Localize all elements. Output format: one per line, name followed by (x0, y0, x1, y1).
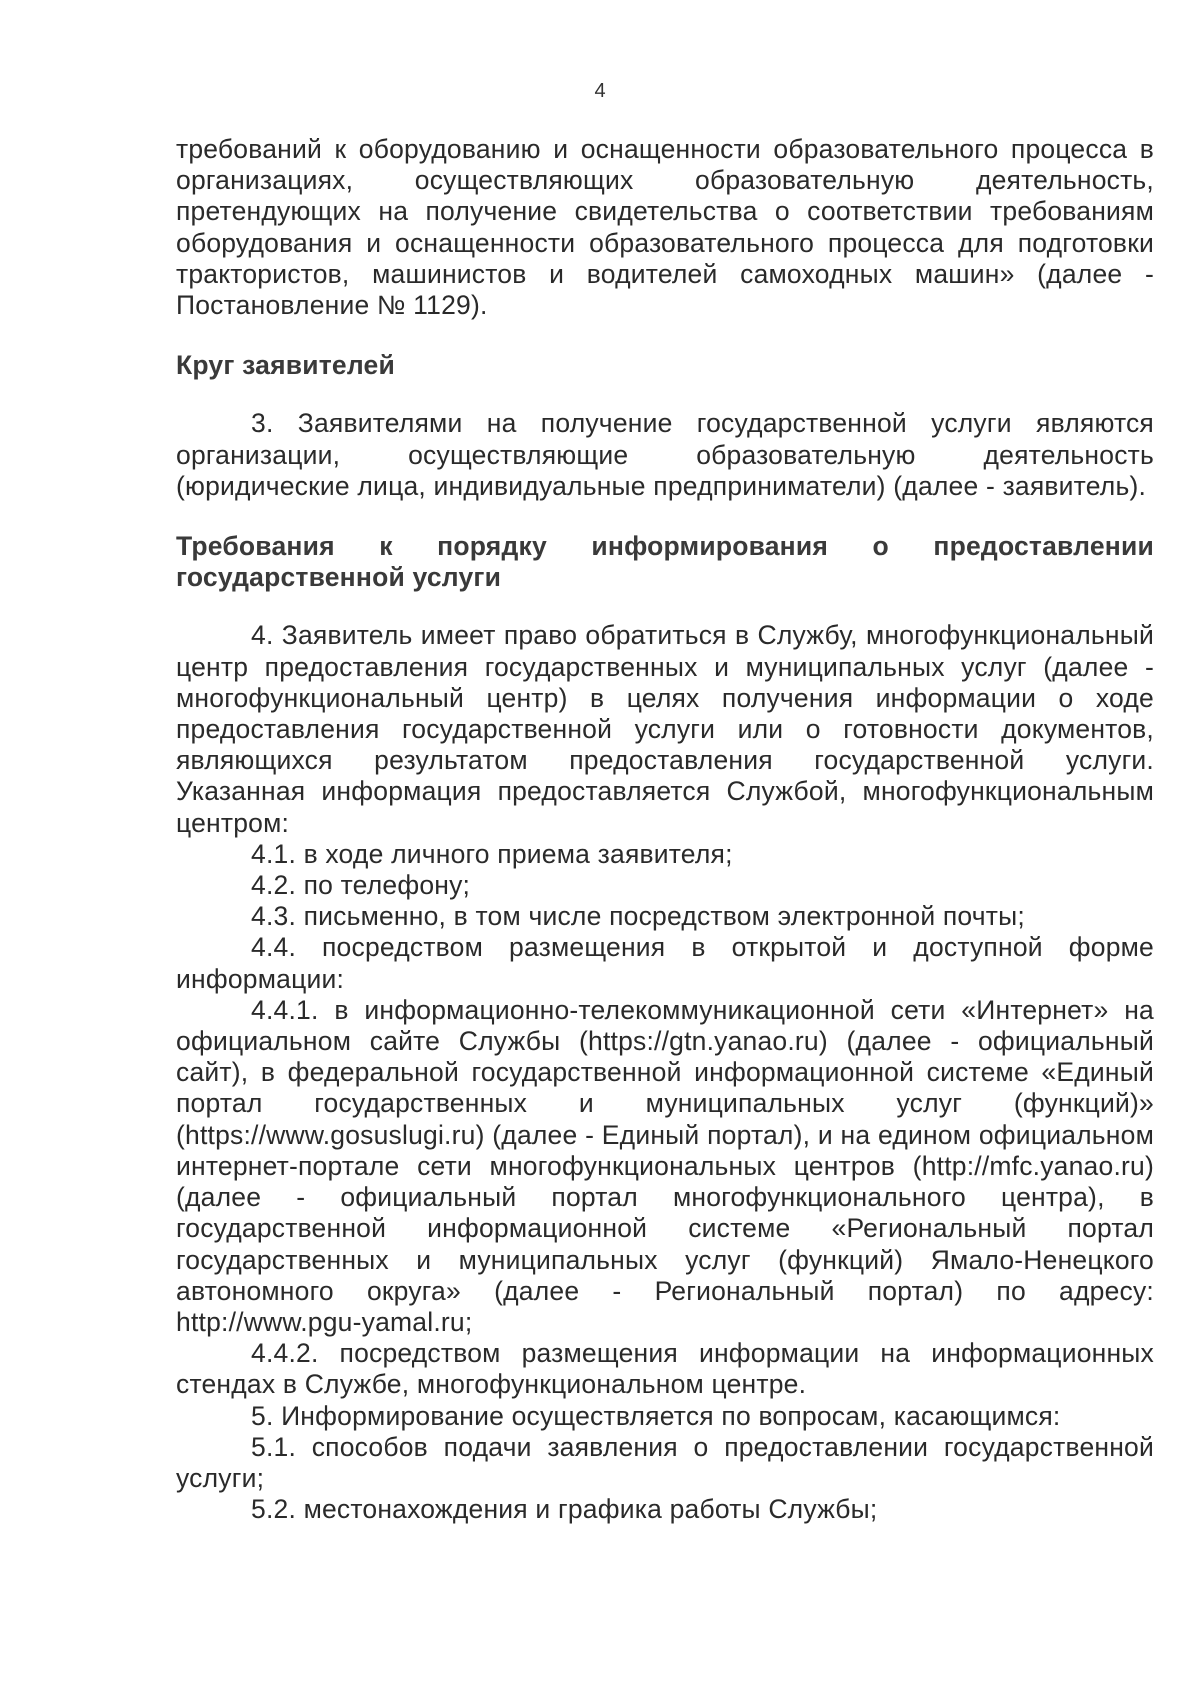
paragraph-intro: требований к оборудованию и оснащенности образовательного процесса в организациях, осуществляющих образовательную деятельность, претендующих на получение свидетельства о соответствии требованиям оборудования и оснащенности образовательного процесса для подготовки трактористов, машинистов и водителей самоходных машин» (далее - Постановление № 1129). (176, 134, 1154, 321)
paragraph-4-3: 4.3. письменно, в том числе посредством электронной почты; (251, 901, 1025, 932)
page-number: 4 (594, 80, 606, 102)
paragraph-4-2: 4.2. по телефону; (251, 870, 471, 901)
paragraph-5-1: 5.1. способов подачи заявления о предоставлении государственной услуги; (176, 1431, 1154, 1493)
paragraph-5: 5. Информирование осуществляется по вопросам, касающимся: (251, 1400, 1061, 1431)
document-body (176, 134, 1154, 1525)
heading-information-requirements: Требования к порядку информирования о предоставлении государственной услуги (176, 531, 1154, 593)
paragraph-4-4: 4.4. посредством размещения в открытой и доступной форме информации: (176, 932, 1154, 994)
paragraph-4-1: 4.1. в ходе личного приема заявителя; (251, 838, 733, 869)
paragraph-3: 3. Заявителями на получение государственной услуги являются организации, осуществляющие образовательную деятельность (юридические лица, индивидуальные предприниматели) (далее - заявитель). (176, 408, 1154, 501)
paragraph-4: 4. Заявитель имеет право обратиться в Службу, многофункциональный центр предоставления государственных и муниципальных услуг (далее - многофункциональный центр) в целях получения информации о ходе предоставления государственной услуги или о готовности документов, являющихся результатом предоставления государственной услуги. Указанная информация предоставляется Службой, многофункциональным центром: (176, 620, 1154, 838)
paragraph-4-4-1: 4.4.1. в информационно-телекоммуникационной сети «Интернет» на официальном сайте Службы (https://gtn.yanao.ru) (далее - официальный сайт), в федеральной государственной информационной системе «Единый портал государственных и муниципальных услуг (функций)» (https://www.gosuslugi.ru) (далее - Единый портал), и на едином официальном интернет-портале сети многофункциональных центров (http://mfc.yanao.ru) (далее - официальный портал многофункционального центра), в государственной информационной системе «Региональный портал государственных и муниципальных услуг (функций) Ямало-Ненецкого автономного округа» (далее - Региональный портал) по адресу: http://www.pgu-yamal.ru; (176, 994, 1154, 1337)
paragraph-5-2: 5.2. местонахождения и графика работы Службы; (251, 1494, 878, 1525)
paragraph-4-4-2: 4.4.2. посредством размещения информации на информационных стендах в Службе, многофункциональном центре. (176, 1338, 1154, 1400)
heading-applicants: Круг заявителей (176, 350, 395, 381)
